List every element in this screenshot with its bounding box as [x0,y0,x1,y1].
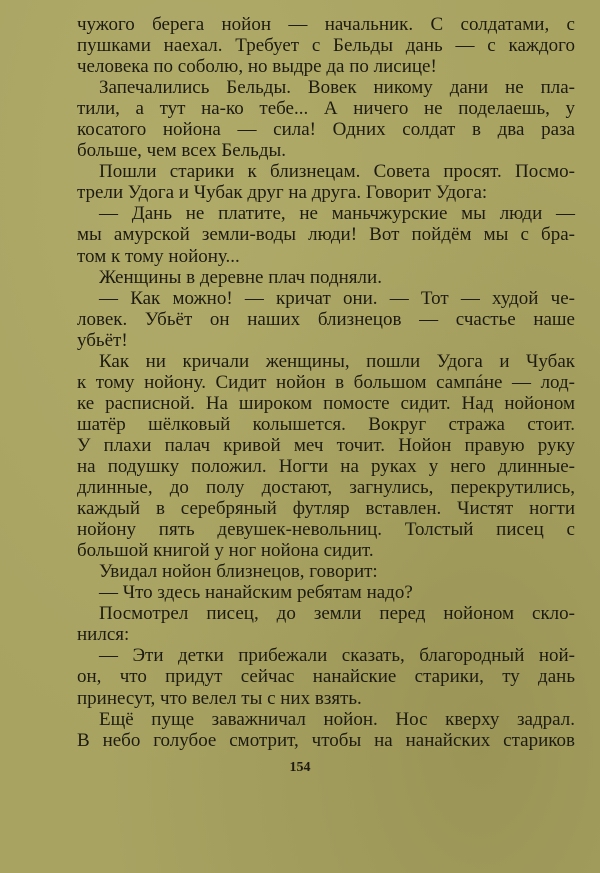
text-line: ловек. Убьёт он наших близнецов — счастье наше [77,308,575,330]
text-line: ке расписной. На широком помосте сидит. Над нойоном [77,392,575,414]
text-line: убьёт! [77,329,128,351]
text-line: Ещё пуще заважничал нойон. Нос кверху задрал. [99,708,575,730]
text-line: пушками наехал. Требует с Бельды дань — с каждого [77,35,575,57]
text-line: — Что здесь нанайским ребятам надо? [99,582,413,604]
text-line: к тому нойону. Сидит нойон в большом сампáне — лод- [77,371,575,393]
text-line: трели Удога и Чубак друг на друга. Говорит Удога: [77,182,488,204]
text-line: человека по соболю, но выдре да по лисице! [77,56,437,78]
text-line: — Как можно! — кричат они. — Тот — худой че- [99,287,575,309]
text-line: В небо голубое смотрит, чтобы на нанайских стариков [77,729,575,751]
text-line: Увидал нойон близнецов, говорит: [99,561,378,583]
text-line: шатёр шёлковый колышется. Вокруг стража стоит. [77,413,575,435]
text-line: Посмотрел писец, до земли перед нойоном скло- [99,603,575,625]
text-line: Женщины в деревне плач подняли. [99,266,382,288]
page-body-text [77,14,575,751]
text-line: принесут, что велел ты с них взять. [77,687,362,709]
text-line: Запечалились Бельды. Вовек никому дани не пла- [99,77,575,99]
text-line: больше, чем всех Бельды. [77,140,287,162]
text-line: нился: [77,624,130,646]
text-line: Пошли старики к близнецам. Совета просят. Посмо- [99,161,575,183]
text-line: У плахи палач кривой меч точит. Нойон правую руку [77,434,575,456]
text-line: Как ни кричали женщины, пошли Удога и Чубак [99,350,575,372]
text-line: мы амурской земли-воды люди! Вот пойдём мы с бра- [77,224,575,246]
text-line: — Дань не платите, не маньчжурские мы люди — [99,203,575,225]
text-line: длинные, до полу достают, загнулись, перекрутились, [77,477,575,499]
text-line: том к тому нойону... [77,245,240,267]
text-line: косатого нойона — сила! Одних солдат в два раза [77,119,575,141]
page-number: 154 [289,760,311,775]
text-line: чужого берега нойон — начальник. С солдатами, с [77,14,575,35]
text-line: каждый в серебряный футляр вставлен. Чистят ногти [77,498,575,520]
text-line: тили, а тут на-ко тебе... А ничего не поделаешь, у [77,98,575,120]
text-line: на подушку положил. Ногти на руках у него длинные- [77,455,575,477]
text-line: нойону пять девушек-невольниц. Толстый писец с [77,519,575,541]
text-line: большой книгой у ног нойона сидит. [77,540,374,562]
text-line: — Эти детки прибежали сказать, благородный ной- [99,645,575,667]
text-line: он, что придут сейчас нанайские старики, ту дань [77,666,575,688]
